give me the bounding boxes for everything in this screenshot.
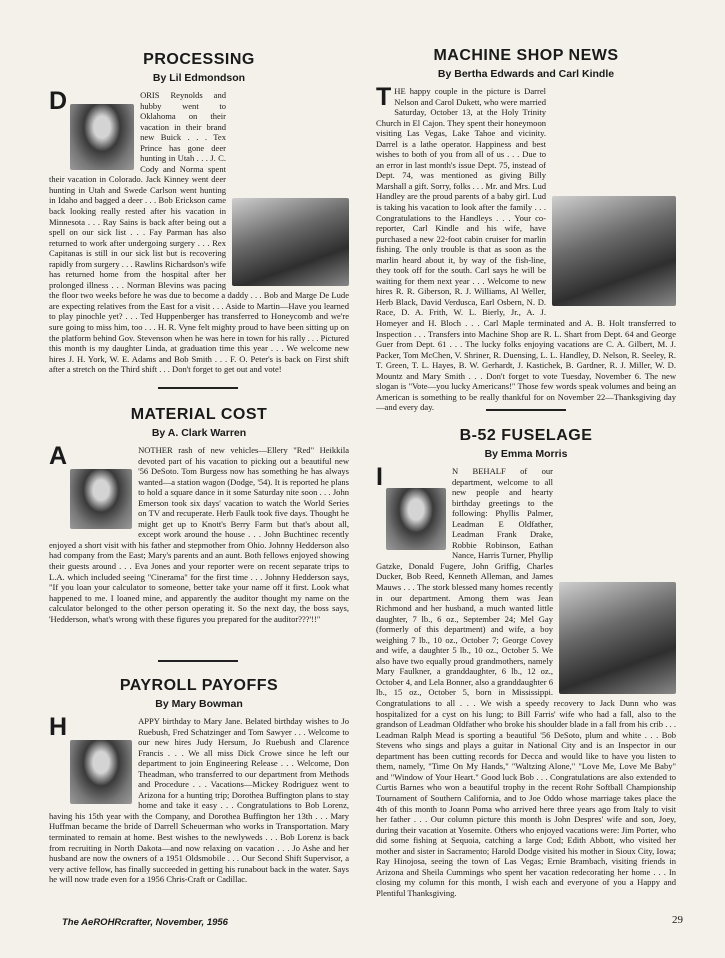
machine-shop-photo-couple [552,196,676,306]
payroll-body [49,713,349,885]
b52-title: B-52 FUSELAGE [459,427,593,444]
processing-body [49,87,349,375]
processing-byline: By Lil Edmondson [152,72,246,84]
material-cost-section [49,405,349,624]
b52-text: N BEHALF of our department, welcome to all new people and hearty birthday greetings to the following: Phyllis Palmer, Leadman E Oldfather, Leadman Frank Drake, Robbie Robinson, Eathan Nance, Harris Turner, Phyllip Gatzke, Donald Fugere, John Griffig, Charles Ducker, Bob Reed, Kenneth Alleman, and James Mauws . . . The stork blessed many homes recently in our department. Among them was Jean Richmond and her husband, a much wanted little daughter, 7 lb., 6 oz., September 24; Mel Gay (formerly of this department) and wife, a boy weighing 7 lb., 10 oz., October 7; George Covey and wife, a daughter 5 lb., 10 oz., October 5. We also have two equally proud grandmothers, namely Mary Faulkner, a granddaughter, 6 lb., 12 oz., October 4, and Lela Bonner, also a granddaughter 6 lb., 15 oz., October 5, born in Mississippi. Congratulations to all . . . We wish a speedy recovery to Jack Dunn who was hospitalized for a cyst on his lung; to Bill Farris' wife who had a fall, also to the grandson of Leadman Oldfather who broke his shoulder blade in a fall from his crib . . . Leadman Ralph Mead is sporting a beautiful '56 DeSoto, plum and white . . . Bob Stevens who sings and plays a guitar in National City and is an Inspector in our department has been cutting records for Decca and would like to have you listen to them, namely, "Time On My Hands," "Waltzing Alone," "Love Me, Love Me Baby" and "Window of Your Heart." Good luck Bob . . . Congratulations are also extended to Curtis Barnes who won a beautiful trophy in the recent Rohr Softball Championship Tournament of Southern California, and to Joe Oddo whose marriage takes place the 4th of this month to Joann Poma who arrived here three years ago from Italy to visit her father . . . Our column picture this month is John Despres' wife and son, Joey, during their vacation at Yosemite. Others who enjoyed vacations were: Jim Porter, who did some fishing at Sequoia, catching a large Cod; Edith Abbott, who visited her mother and sister in Sacramento; Harold Dodge visited his mother in Sioux City, Iowa; Ray Hinojosa, seeing the town of Las Vegas; Ernie Brambach, visiting friends in Arizona and Sheila Cummings who spent her vacation redecorating her home . . . In closing my column for this month, I wish each and everyone of you a Happy and Plentiful Thanksgiving. [376,466,676,898]
material-cost-body [49,442,349,624]
machine-shop-text: HE happy couple in the picture is Darrel Nelson and Carol Dukett, who were married Saturday, October 13, at the Holy Trinity Church in El Cajon. They spent their honeymoon visiting Las Vegas, Lake Tahoe and vicinity. Darrel is a lathe operator. Happiness and best wishes to both of you from all of us . . . Due to an error in last month's issue Dept. 75, instead of Dept. 74, was mentioned as giving Billy Marshall a gift. Sorry, folks . . . Mr. and Mrs. Lud Handley are the proud parents of a baby girl. Lud is taking his vacation to look after the family . . . Congratulations to the Handleys . . . Your co-reporter, Carl Kindle and his wife, have purchased a new 22-foot cabin cruiser for marlin fishing. The only trouble is that as soon as the marlin heard about it, by way of the fish-line, they took off for the south. Carl says he will be waiting for them next year . . . Welcome to new hires R. R. Giberson, R. J. Williams, Al Weller, Herb Black, David Verdusca, Earl Osbern, N. D. Race, D. A. Frith, W. L. Bierly, Jr., A. J. Homeyer and H. Bloch . . . Carl Maple terminated and A. B. Holt transferred to Inspection . . . Transfers into Machine Shop are R. L. Shart from Dept. 64 and George Guer from Dept. 61 . . . The lucky folks enjoying vacations are C. A. Gilbert, M. J. Packer, Tom McChen, V. Shriner, R. Duensing, L. L. Handley, D. Nelson, R. Seeley, R. T. Green, T. L. Hayes, B. W. Gerhardt, J. Kastichek, B. Gardner, R. J. Miller, W. D. Mountz and Mary Smith . . . Don't forget to vote Tuesday, November 6. The new slogan is "Vote—you lucky Americans!" Those few words speak volumes and being an American is something to be really thankful for on November 22—Thanksgiving day—and every day. [376,86,676,413]
machine-shop-body [376,83,676,413]
material-cost-text: NOTHER rash of new vehicles—Ellery "Red" Heikkila devoted part of his vacation to picking out a beautiful new '56 DeSoto. Tom Burgess now has something he has always wanted—a station wagon (Dodge, '54). It is reported he plans to hold a square dance in it some Saturday nite soon . . . John Emerson took six days' vacation to watch the World Series on TV and recuperate. Herb Faulk took five days. Thought he might get up to Knott's Berry Farm but that's about all, except work around the house . . . John Buchtinec recently enjoyed a short visit with his father and stepmother from Ohio. Johnny Hedderson also had company from the East; Mary's parents and an aunt. Both fellows enjoyed showing their guests around . . . Eva Jones and your reporter were on recent separate trips to L.A. which included seeing "Cinerama" for the first time . . . Johnny Hedderson says, "If you loan your calculator to someone, better take your name off it first. Look what happened to me. I loaned mine, and apparently the auditor thought my name on the calculator belonged to the other person operating it. So the next day, the boss says, 'Hedderson, what's wrong with these figures you prepared for the auditor???'!!" [49,445,349,624]
page-number: 29 [672,914,683,926]
processing-photo-woman [70,104,134,170]
material-cost-dropcap: A [49,442,68,470]
material-cost-byline: By A. Clark Warren [151,427,247,439]
processing-title: PROCESSING [143,51,255,68]
material-cost-photo-man [70,469,132,529]
payroll-dropcap: H [49,713,68,741]
machine-shop-dropcap: T [376,83,392,111]
payroll-text: APPY birthday to Mary Jane. Belated birthday wishes to Jo Ruebush, Fred Schatzinger and Tom Sawyer . . . Welcome to our new hires Judy Hersum, Jo Ruebush and Clarence Francis . . . We all miss Dick Crowe since he left our department to join Engineering Release . . . Welcome, Don Theadman, who transferred to our department from Methods and Procedure . . . Vacations—Mickey Rodriguez went to Arizona for a hunting trip; Dorothea Buffington plans to stay home and take it easy . . . Congratulations to Bob Lorenz, having his 15th year with the Company, and Dorothea Buffington her 13th . . . Mary Huffman became the bride of Darrell Scheuerman who works in Transportation. Mary terminated to remain at home. Best wishes to the newlyweds . . . Bob Lorenz is back from recruiting in North Dakota—and now relaxing on vacation . . . Jo Ashe and her husband are now the owners of a 1951 Oldsmobile . . . Our Second Shift Supervisor, a very active fellow, has finally succeeded in getting his runabout back in the water. Says he will now trade even for a 1956 Chris-Craft or Cadillac. [49,716,349,885]
material-cost-title: MATERIAL COST [130,406,268,423]
b52-byline: By Emma Morris [484,448,568,460]
b52-photo-woman [386,488,446,550]
b52-section [376,426,676,898]
processing-text: ORIS Reynolds and hubby went to Oklahoma on their vacation in their brand new Buick . . . Tex Prince has gone deer hunting in Utah . . . J. C. Cody and Norma spent their vacation in Colorado. Jack Kinney went deer hunting in Utah and Swede Carlson went hunting in Idaho and bagged a deer . . . Bob Erickson came back looking really rested after his vacation in Minnesota . . . Ray Sains is back after being out a spell on our sick list . . . Fay Parman has also returned to work after undergoing surgery . . . Rex Capitanas is still in our sick list but is recovering rapidly from surgery . . . Rawlins Richardson's wife has returned home from the hospital after her prolonged illness . . . Norman Blevins was pacing the floor two weeks before he was due to become a daddy . . . Bob and Marge De Lude are expecting relatives from the East for a visit . . . Aside to Martin—Have you learned to play pinochle yet? . . . Ted Huppenberger has transferred to Honeycomb and we're sure going to miss him, too . . . H. R. Vyne felt mighty proud to have been sitting up on the platform behind Gov. Stevenson when he was here in town for his rally . . . Pictured this month is my daughter Linda, at graduation time this year . . . We welcome new hires J. H. York, W. E. Adams and Bob Smith . . . F. O. Peter's is back on First shift after a stretch on the Third shift . . . Don't forget to get out and vote! [49,90,349,375]
processing-section [49,50,349,375]
divider-3 [486,409,566,411]
payroll-byline: By Mary Bowman [155,698,243,710]
payroll-title: PAYROLL PAYOFFS [119,677,279,694]
b52-body [376,463,676,898]
processing-photo-graduate [232,198,349,286]
divider-1 [158,387,238,389]
payroll-section [49,676,349,885]
b52-photo-family [559,582,676,694]
machine-shop-byline: By Bertha Edwards and Carl Kindle [437,68,615,80]
divider-2 [158,660,238,662]
magazine-footer: The AeROHRcrafter, November, 1956 [62,917,228,928]
processing-dropcap: D [49,87,68,115]
payroll-photo-woman [70,740,132,804]
machine-shop-section [376,46,676,413]
b52-dropcap: I [376,463,383,491]
machine-shop-title: MACHINE SHOP NEWS [433,47,619,64]
